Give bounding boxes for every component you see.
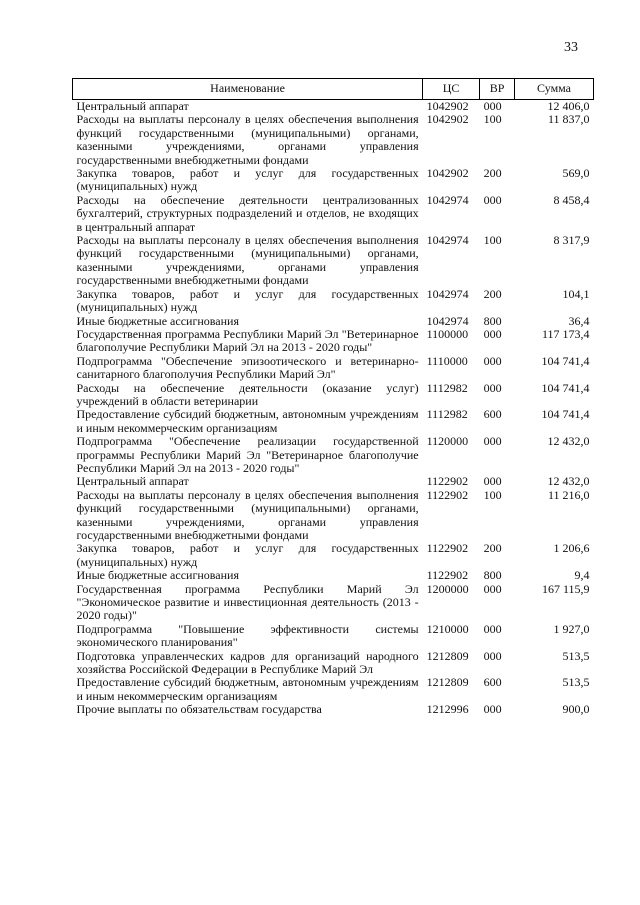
row-cs-cell: 1100000 — [426, 326, 469, 341]
row-sum-cell: 167 115,9 — [541, 581, 590, 596]
table-row — [73, 542, 594, 569]
row-name-cell: Закупка товаров, работ и услуг для государственных (муниципальных) нужд — [76, 166, 419, 194]
table-row — [73, 355, 594, 382]
row-vr-cell: 000 — [483, 621, 502, 636]
row-vr-cell: 800 — [483, 568, 502, 583]
row-cs-cell: 1112982 — [426, 407, 468, 422]
row-cs-cell: 1120000 — [426, 434, 469, 449]
row-vr-cell: 600 — [483, 675, 502, 690]
table-row — [73, 583, 594, 623]
table-row — [73, 382, 594, 409]
table-body — [73, 100, 594, 717]
row-cs-cell: 1042974 — [426, 192, 469, 207]
table-row — [73, 288, 594, 315]
table-row — [73, 435, 594, 475]
column-header-sum: Сумма — [515, 79, 594, 100]
row-cs-cell: 1212809 — [426, 675, 469, 690]
table-row — [73, 328, 594, 355]
column-header-vr: ВР — [480, 79, 515, 100]
row-cs-cell: 1042902 — [426, 99, 469, 113]
row-name-cell: Предоставление субсидий бюджетным, автономным учреждениям и иным некоммерческим организациям — [76, 407, 419, 435]
row-name-cell: Расходы на выплаты персоналу в целях обеспечения выполнения функций государственными (муниципальными) органами, казенными учреждениями, органами управления государственными внебюджетными фондами — [76, 112, 419, 167]
row-vr-cell: 000 — [483, 648, 502, 663]
row-sum-cell: 1 206,6 — [553, 541, 590, 556]
row-name-cell: Расходы на обеспечение деятельности централизованных бухгалтерий, структурных подразделений и отделов, не входящих в центральный аппарат — [76, 192, 419, 234]
row-name-cell: Расходы на выплаты персоналу в целях обеспечения выполнения функций государственными (муниципальными) органами, казенными учреждениями, органами управления государственными внебюджетными фондами — [76, 487, 419, 542]
row-cs-cell: 1212996 — [426, 702, 469, 717]
row-name-cell: Центральный аппарат — [76, 474, 189, 489]
table-row — [73, 703, 594, 716]
table-row — [73, 623, 594, 650]
row-name-cell: Расходы на выплаты персоналу в целях обеспечения выполнения функций государственными (муниципальными) органами, казенными учреждениями, органами управления государственными внебюджетными фондами — [76, 233, 419, 288]
row-vr-cell: 000 — [483, 474, 502, 489]
row-vr-cell: 000 — [483, 702, 502, 717]
row-cs-cell: 1042974 — [426, 313, 469, 328]
row-cs-cell: 1112982 — [426, 380, 468, 395]
row-vr-cell: 200 — [483, 166, 502, 181]
row-name-cell: Государственная программа Республики Марий Эл "Ветеринарное благополучие Республики Марий Эл на 2013 - 2020 годы" — [76, 326, 419, 355]
row-name-cell: Центральный аппарат — [76, 99, 189, 113]
row-vr-cell: 000 — [483, 192, 502, 207]
row-sum-cell: 104 741,4 — [541, 380, 590, 395]
row-name-cell: Закупка товаров, работ и услуг для государственных (муниципальных) нужд — [76, 541, 419, 569]
row-cs-cell: 1212809 — [426, 648, 469, 663]
row-name-cell: Подпрограмма "Повышение эффективности системы экономического планирования" — [76, 621, 419, 650]
row-vr-cell: 800 — [483, 313, 502, 328]
row-vr-cell: 600 — [483, 407, 502, 422]
row-sum-cell: 11 216,0 — [547, 487, 590, 502]
row-name-cell: Подпрограмма "Обеспечение реализации государственной программы Республики Марий Эл "Ветеринарное благополучие Республики Марий Эл на 2013 - 2020 годы" — [76, 434, 419, 475]
row-name-cell: Подготовка управленческих кадров для организаций народного хозяйства Российской Федерации в Республике Марий Эл — [76, 648, 419, 677]
row-name-cell: Закупка товаров, работ и услуг для государственных (муниципальных) нужд — [76, 286, 419, 315]
row-vr-cell: 000 — [483, 434, 502, 449]
row-cs-cell: 1122902 — [426, 568, 469, 583]
row-name-cell: Подпрограмма "Обеспечение эпизоотического и ветеринарно-санитарного благополучия Республики Марий Эл" — [76, 353, 419, 382]
row-cs-cell: 1210000 — [426, 621, 469, 636]
row-cs-cell: 1042902 — [426, 166, 469, 181]
row-vr-cell: 100 — [483, 112, 502, 127]
row-cs-cell: 1042974 — [426, 286, 469, 301]
row-vr-cell: 100 — [483, 233, 502, 248]
row-name-cell: Иные бюджетные ассигнования — [76, 568, 239, 583]
row-sum-cell: 12 406,0 — [547, 99, 590, 113]
row-sum-cell: 9,4 — [574, 568, 590, 583]
table-row — [73, 100, 594, 114]
table-row — [73, 234, 594, 288]
row-vr-cell: 000 — [483, 353, 502, 368]
table-header-row — [73, 79, 594, 100]
row-cs-cell: 1200000 — [426, 581, 469, 596]
row-sum-cell: 36,4 — [568, 313, 590, 328]
row-sum-cell: 12 432,0 — [547, 434, 590, 449]
row-sum-cell: 117 173,4 — [541, 326, 590, 341]
row-sum-cell: 104,1 — [562, 286, 590, 301]
row-name-cell: Государственная программа Республики Марий Эл "Экономическое развитие и инвестиционная деятельность (2013 - 2020 годы)" — [76, 581, 419, 623]
row-cs-cell: 1042974 — [426, 233, 469, 248]
row-sum-cell: 104 741,4 — [541, 407, 590, 422]
row-name-cell: Иные бюджетные ассигнования — [76, 313, 239, 328]
row-sum-cell: 104 741,4 — [541, 353, 590, 368]
table-row — [73, 676, 594, 703]
table-row — [73, 113, 594, 167]
row-sum-cell: 900,0 — [562, 702, 590, 717]
table-row — [73, 489, 594, 543]
table-row — [73, 167, 594, 194]
page-number: 33 — [564, 40, 578, 55]
table-row — [73, 569, 594, 582]
row-name-cell: Расходы на обеспечение деятельности (оказание услуг) учреждений в области ветеринарии — [76, 380, 419, 408]
row-vr-cell: 200 — [483, 286, 502, 301]
column-header-cs: ЦС — [423, 79, 480, 100]
row-vr-cell: 000 — [483, 581, 502, 596]
row-vr-cell: 000 — [483, 380, 502, 395]
budget-table — [72, 78, 594, 717]
row-cs-cell: 1042902 — [426, 112, 469, 127]
row-vr-cell: 000 — [483, 326, 502, 341]
row-sum-cell: 12 432,0 — [547, 474, 590, 489]
row-name-cell: Предоставление субсидий бюджетным, автономным учреждениям и иным некоммерческим организациям — [76, 675, 419, 703]
row-cs-cell: 1122902 — [426, 474, 469, 489]
row-sum-cell: 513,5 — [562, 675, 590, 690]
column-header-name: Наименование — [73, 79, 423, 100]
row-sum-cell: 8 317,9 — [553, 233, 590, 248]
row-cs-cell: 1122902 — [426, 541, 469, 556]
row-sum-cell: 8 458,4 — [553, 192, 590, 207]
row-sum-cell: 1 927,0 — [553, 621, 590, 636]
row-cs-cell: 1110000 — [426, 353, 468, 368]
table-row — [73, 650, 594, 677]
row-sum-cell: 11 837,0 — [547, 112, 590, 127]
row-vr-cell: 000 — [483, 99, 502, 113]
table-row — [73, 315, 594, 328]
table-row — [73, 194, 594, 234]
row-vr-cell: 200 — [483, 541, 502, 556]
table-row — [73, 475, 594, 488]
row-sum-cell: 513,5 — [562, 648, 590, 663]
table-row — [73, 408, 594, 435]
row-cs-cell: 1122902 — [426, 487, 469, 502]
row-sum-cell: 569,0 — [562, 166, 590, 181]
row-vr-cell: 100 — [483, 487, 502, 502]
row-name-cell: Прочие выплаты по обязательствам государства — [76, 702, 322, 717]
